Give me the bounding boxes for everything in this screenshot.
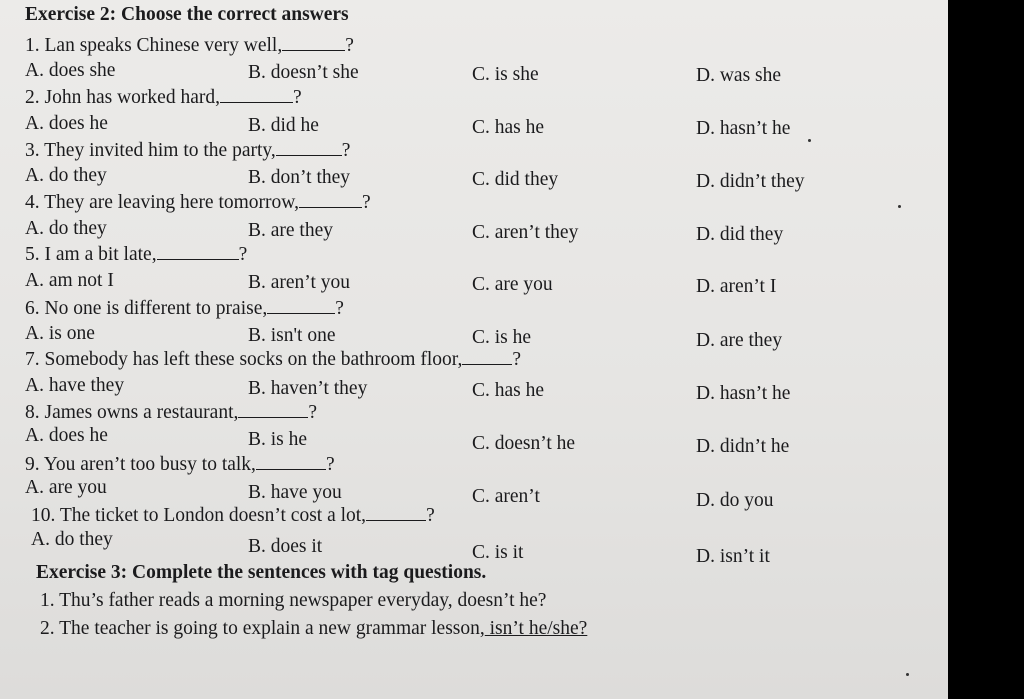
- option-2b[interactable]: B. did he: [248, 115, 319, 136]
- answer-blank-9[interactable]: [256, 455, 326, 470]
- exercise-3-answer-2[interactable]: isn’t he/she?: [484, 618, 588, 639]
- exercise-2-title: Exercise 2: Choose the correct answers: [25, 4, 349, 25]
- option-6b[interactable]: B. isn't one: [248, 325, 336, 346]
- answer-blank-4[interactable]: [299, 193, 362, 208]
- option-1c[interactable]: C. is she: [472, 64, 539, 85]
- option-1d[interactable]: D. was she: [696, 65, 782, 86]
- option-1a[interactable]: A. does she: [25, 60, 116, 81]
- answer-blank-2[interactable]: [220, 88, 293, 103]
- option-4a[interactable]: A. do they: [25, 218, 107, 239]
- option-1b[interactable]: B. doesn’t she: [248, 62, 359, 83]
- question-7: 7. Somebody has left these socks on the bathroom floor, ?: [25, 349, 522, 370]
- option-5a[interactable]: A. am not I: [25, 270, 114, 291]
- answer-blank-5[interactable]: [157, 245, 239, 260]
- answer-blank-3[interactable]: [276, 141, 342, 156]
- paper-speck: [906, 673, 909, 676]
- option-2d[interactable]: D. hasn’t he: [696, 118, 791, 139]
- question-10: 10. The ticket to London doesn’t cost a lot, ?: [31, 505, 435, 526]
- option-10d[interactable]: D. isn’t it: [696, 546, 770, 567]
- option-8d[interactable]: D. didn’t he: [696, 436, 790, 457]
- question-1: 1. Lan speaks Chinese very well, ?: [25, 35, 354, 56]
- option-4c[interactable]: C. aren’t they: [472, 222, 579, 243]
- option-8c[interactable]: C. doesn’t he: [472, 433, 576, 454]
- exercise-3-item-1: 1. Thu’s father reads a morning newspaper everyday, doesn’t he?: [40, 590, 547, 611]
- question-4: 4. They are leaving here tomorrow, ?: [25, 192, 371, 213]
- option-9a[interactable]: A. are you: [25, 477, 107, 498]
- option-3c[interactable]: C. did they: [472, 169, 559, 190]
- option-2a[interactable]: A. does he: [25, 113, 108, 134]
- option-7a[interactable]: A. have they: [25, 375, 125, 396]
- option-10c[interactable]: C. is it: [472, 542, 524, 563]
- option-8b[interactable]: B. is he: [248, 429, 308, 450]
- option-3a[interactable]: A. do they: [25, 165, 107, 186]
- answer-blank-8[interactable]: [238, 403, 308, 418]
- question-5: 5. I am a bit late, ?: [25, 244, 248, 265]
- option-4d[interactable]: D. did they: [696, 224, 784, 245]
- paper-speck: [808, 139, 811, 142]
- option-8a[interactable]: A. does he: [25, 425, 108, 446]
- option-3d[interactable]: D. didn’t they: [696, 171, 805, 192]
- answer-blank-1[interactable]: [282, 36, 345, 51]
- option-9c[interactable]: C. aren’t: [472, 486, 540, 507]
- option-5c[interactable]: C. are you: [472, 274, 553, 295]
- question-8: 8. James owns a restaurant, ?: [25, 402, 318, 423]
- answer-blank-10[interactable]: [366, 506, 426, 521]
- option-5d[interactable]: D. aren’t I: [696, 276, 777, 297]
- paper-speck: [898, 205, 901, 208]
- question-9: 9. You aren’t too busy to talk, ?: [25, 454, 335, 475]
- option-7d[interactable]: D. hasn’t he: [696, 383, 791, 404]
- question-2: 2. John has worked hard, ?: [25, 87, 302, 108]
- option-7c[interactable]: C. has he: [472, 380, 545, 401]
- option-6c[interactable]: C. is he: [472, 327, 532, 348]
- option-7b[interactable]: B. haven’t they: [248, 378, 368, 399]
- option-10a[interactable]: A. do they: [31, 529, 113, 550]
- option-4b[interactable]: B. are they: [248, 220, 334, 241]
- option-3b[interactable]: B. don’t they: [248, 167, 351, 188]
- exercise-3-item-2: 2. The teacher is going to explain a new grammar lesson, isn’t he/she?: [40, 618, 588, 639]
- option-6d[interactable]: D. are they: [696, 330, 783, 351]
- exercise-3-title: Exercise 3: Complete the sentences with tag questions.: [36, 562, 487, 583]
- question-3: 3. They invited him to the party, ?: [25, 140, 351, 161]
- question-6: 6. No one is different to praise, ?: [25, 298, 344, 319]
- option-10b[interactable]: B. does it: [248, 536, 323, 557]
- option-6a[interactable]: A. is one: [25, 323, 95, 344]
- answer-blank-7[interactable]: [462, 350, 512, 365]
- option-5b[interactable]: B. aren’t you: [248, 272, 350, 293]
- dark-background-edge: [948, 0, 1024, 699]
- option-9b[interactable]: B. have you: [248, 482, 342, 503]
- option-2c[interactable]: C. has he: [472, 117, 545, 138]
- option-9d[interactable]: D. do you: [696, 490, 774, 511]
- answer-blank-6[interactable]: [267, 299, 335, 314]
